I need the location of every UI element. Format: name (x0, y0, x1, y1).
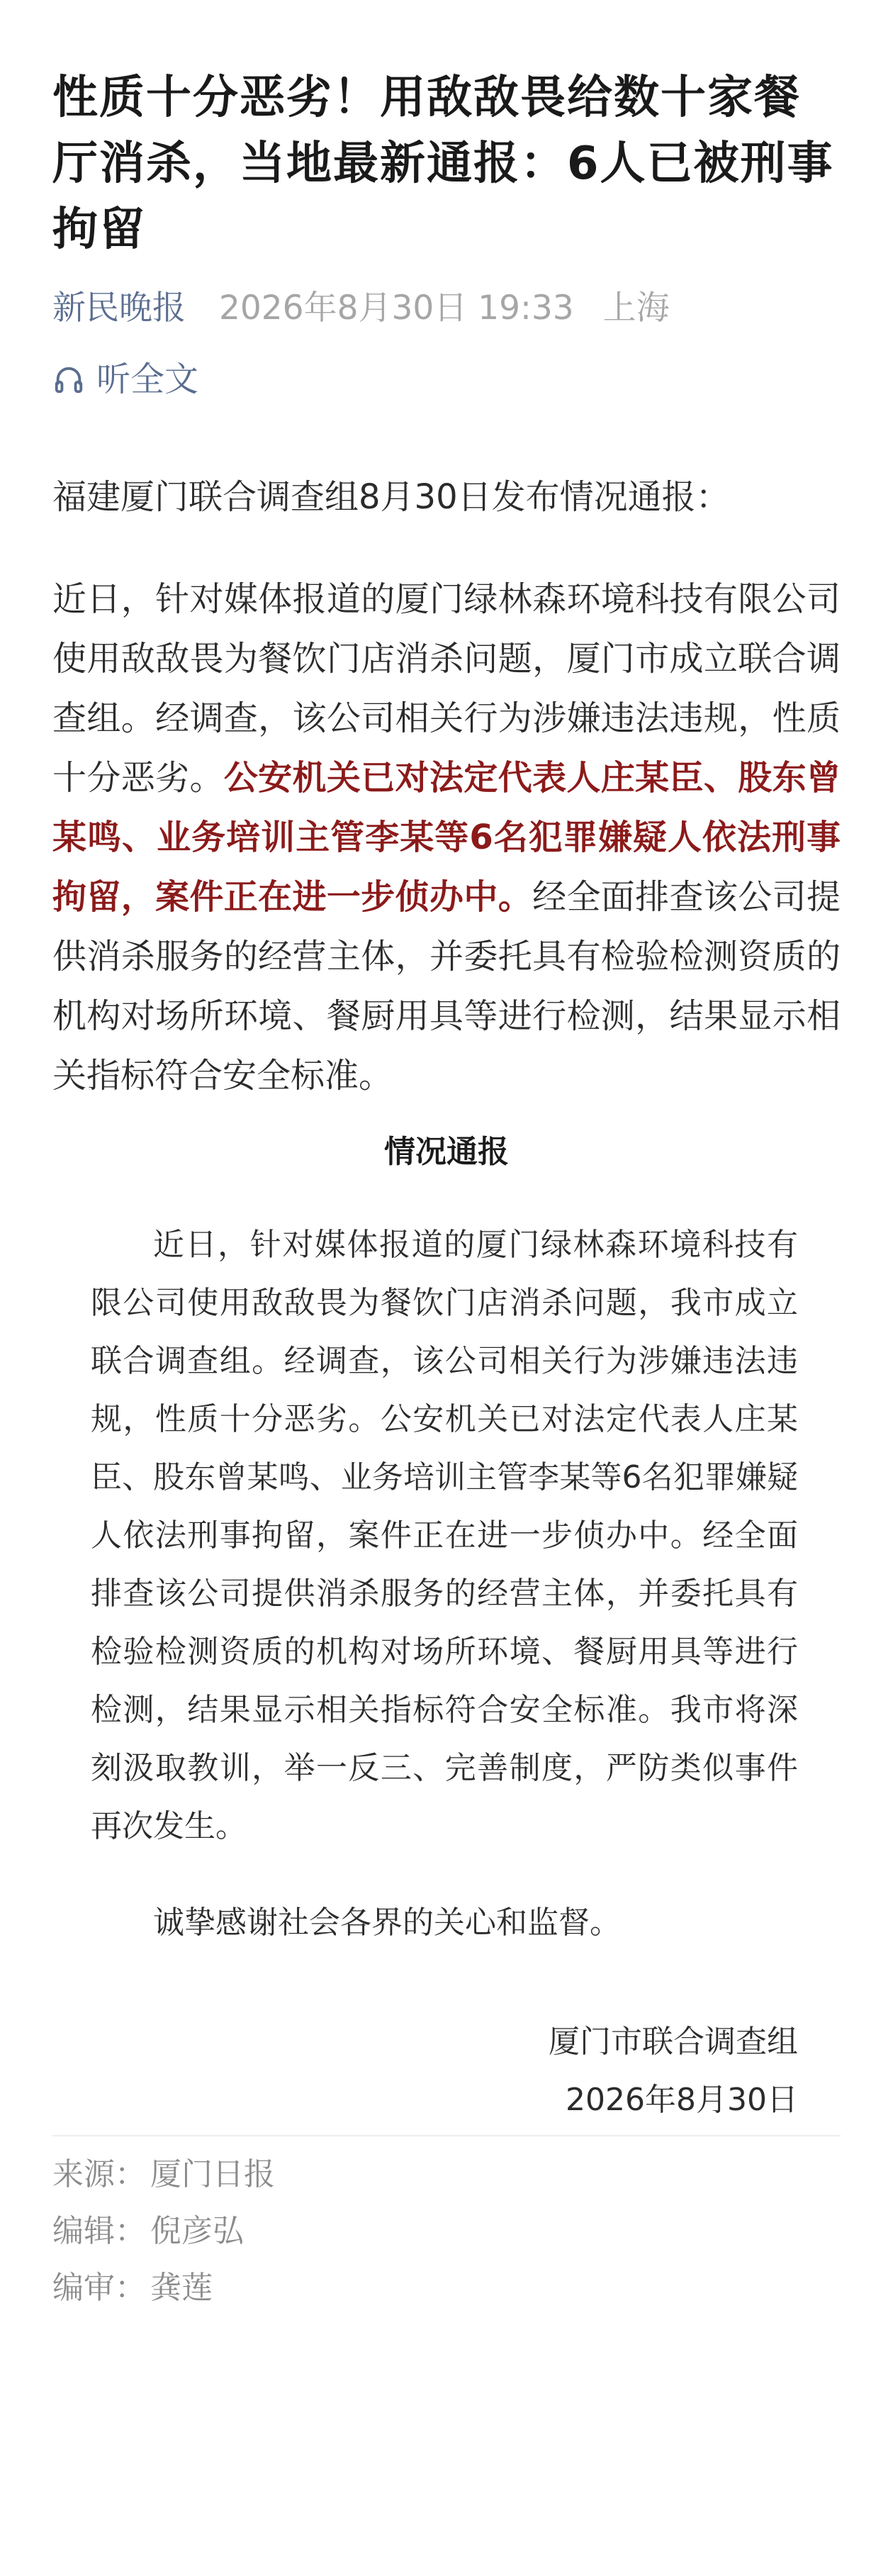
footer-reviewer-label: 编审： (52, 2270, 146, 2306)
notice-title: 情况通报 (384, 1134, 509, 1170)
notice-body: 近日，针对媒体报道的厦门绿林森环境科技有限公司使用敌敌畏为餐饮门店消杀问题，我市成立联合调查组。经调查，该公司相关行为涉嫌违法违规，性质十分恶劣。公安机关已对法定代表人庄某臣、股东曾某鸣、业务培训主管李某等6名犯罪嫌疑人依法刑事拘留，案件正在进一步侦办中。经全面排查该公司提供消杀服务的经营主体，并委托具有检验检测资质的机构对场所环境、餐厨用具等进行检测，结果显示相关指标符合安全标准。我市将深刻汲取教训，举一反三、完善制度，严防类似事件再次发生。 (91, 1227, 798, 1844)
source-link[interactable]: 新民晚报 (52, 289, 186, 328)
intro-paragraph: 福建厦门联合调查组8月30日发布情况通报： (52, 477, 730, 517)
headphones-icon (52, 363, 85, 396)
emphasis-text: 公安机关已对法定代表人庄某臣、股东曾某鸣、业务培训主管李某等6名犯罪嫌疑人依法刑事拘留，案件正在进一步侦办中。 (52, 758, 841, 917)
notice-signature: 厦门市联合调查组 (549, 2024, 798, 2060)
footer-divider (52, 2135, 841, 2136)
article-title: 性质十分恶劣！用敌敌畏给数十家餐厅消杀，当地最新通报：6人已被刑事拘留 (52, 72, 834, 256)
footer-editor (52, 2203, 841, 2260)
footer-reviewer-value: 龚莲 (150, 2270, 213, 2306)
notice-signature-date: 2026年8月30日 (566, 2082, 798, 2118)
publish-location: 上海 (602, 289, 670, 328)
footer-reviewer (52, 2260, 841, 2316)
listen-label: 听全文 (96, 359, 199, 399)
footer-source-value: 厦门日报 (150, 2156, 275, 2192)
footer-editor-label: 编辑： (52, 2213, 146, 2249)
footer-source (52, 2146, 841, 2203)
listen-full-text-button[interactable] (52, 358, 198, 401)
footer-source-label: 来源： (52, 2156, 146, 2192)
main-paragraph (52, 569, 841, 1105)
main-paragraph-part2: 经全面排查该公司提供消杀服务的经营主体，并委托具有检验检测资质的机构对场所环境、餐厨用具等进行检测，结果显示相关指标符合安全标准。 (52, 877, 841, 1095)
publish-date: 2026年8月30日 19:33 (218, 289, 574, 328)
footer-editor-value: 倪彦弘 (150, 2213, 244, 2249)
main-paragraph-part1: 近日，针对媒体报道的厦门绿林森环境科技有限公司使用敌敌畏为餐饮门店消杀问题，厦门市成立联合调查组。经调查，该公司相关行为涉嫌违法违规，性质十分恶劣。 (52, 579, 841, 798)
article-meta (52, 287, 841, 330)
notice-thanks: 诚挚感谢社会各界的关心和监督。 (153, 1905, 621, 1941)
